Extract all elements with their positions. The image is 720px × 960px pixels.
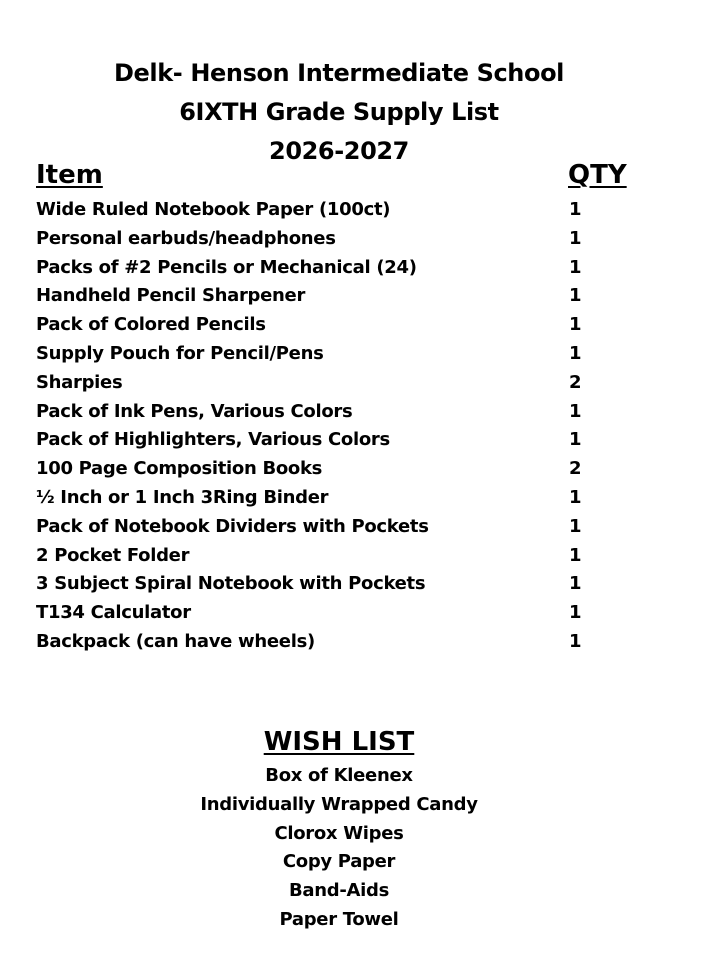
supply-items-list	[36, 196, 636, 657]
wish-list-items	[0, 762, 678, 935]
supply-item-qty: 1	[569, 486, 582, 508]
wish-list-item: Clorox Wipes	[274, 822, 404, 844]
supply-item-qty: 1	[569, 429, 582, 451]
school-year: 2026-2027	[269, 137, 409, 165]
supply-row	[36, 513, 636, 542]
wish-list-title: WISH LIST	[263, 727, 415, 757]
supply-item-qty: 1	[569, 602, 582, 624]
supply-item-name: Wide Ruled Notebook Paper (100ct)	[36, 199, 391, 220]
supply-item-name: Pack of Notebook Dividers with Pockets	[36, 515, 429, 537]
wish-list-item: Box of Kleenex	[265, 765, 413, 786]
supply-item-qty: 2	[569, 371, 582, 393]
supply-item-name: 3 Subject Spiral Notebook with Pockets	[36, 573, 426, 595]
supply-item-name: 2 Pocket Folder	[36, 544, 190, 566]
supply-item-qty: 1	[569, 400, 582, 422]
wish-list-section	[0, 724, 678, 935]
supply-row	[36, 398, 636, 427]
supply-item-qty: 1	[569, 256, 582, 278]
wish-list-item: Band-Aids	[288, 880, 390, 902]
supply-row	[36, 599, 636, 628]
supply-item-qty: 1	[569, 573, 582, 595]
supply-row	[36, 196, 636, 225]
supply-item-name: Personal earbuds/headphones	[36, 227, 336, 249]
supply-row	[36, 369, 636, 398]
supply-item-name: Pack of Highlighters, Various Colors	[36, 429, 390, 451]
supply-item-qty: 1	[569, 314, 582, 336]
supply-item-qty: 1	[569, 515, 582, 537]
supply-row	[36, 282, 636, 311]
supply-row	[36, 426, 636, 455]
supply-row	[36, 254, 636, 283]
supply-item-qty: 1	[569, 227, 582, 249]
supply-item-name: Packs of #2 Pencils or Mechanical (24)	[36, 256, 417, 278]
supply-item-name: Pack of Ink Pens, Various Colors	[36, 400, 353, 422]
document-header	[0, 54, 678, 171]
supply-row	[36, 628, 636, 657]
wish-list-item: Copy Paper	[282, 851, 396, 873]
wish-list-item: Paper Towel	[279, 908, 399, 930]
supply-item-name: Supply Pouch for Pencil/Pens	[36, 342, 324, 364]
supply-item-qty: 1	[569, 199, 582, 220]
supply-item-qty: 1	[569, 630, 582, 652]
supply-item-name: Backpack (can have wheels)	[36, 630, 315, 652]
wish-list-item: Individually Wrapped Candy	[200, 793, 478, 815]
item-column-header: Item	[36, 160, 103, 190]
qty-column-header: QTY	[568, 160, 627, 190]
supply-row	[36, 340, 636, 369]
school-name: Delk- Henson Intermediate School	[114, 59, 564, 87]
supply-row	[36, 311, 636, 340]
supply-item-name: Handheld Pencil Sharpener	[36, 285, 306, 307]
supply-row	[36, 455, 636, 484]
supply-item-name: T134 Calculator	[36, 602, 191, 624]
supply-row	[36, 570, 636, 599]
supply-item-name: 100 Page Composition Books	[36, 458, 323, 480]
supply-item-name: Pack of Colored Pencils	[36, 314, 266, 336]
supply-item-qty: 1	[569, 544, 582, 566]
supply-item-qty: 2	[569, 458, 582, 480]
supply-item-name: Sharpies	[36, 371, 123, 393]
grade-title: 6IXTH Grade Supply List	[179, 98, 499, 126]
supply-row	[36, 542, 636, 571]
supply-item-name: ½ Inch or 1 Inch 3Ring Binder	[36, 486, 329, 508]
supply-row	[36, 225, 636, 254]
supply-row	[36, 484, 636, 513]
supply-item-qty: 1	[569, 342, 582, 364]
supply-item-qty: 1	[569, 285, 582, 307]
